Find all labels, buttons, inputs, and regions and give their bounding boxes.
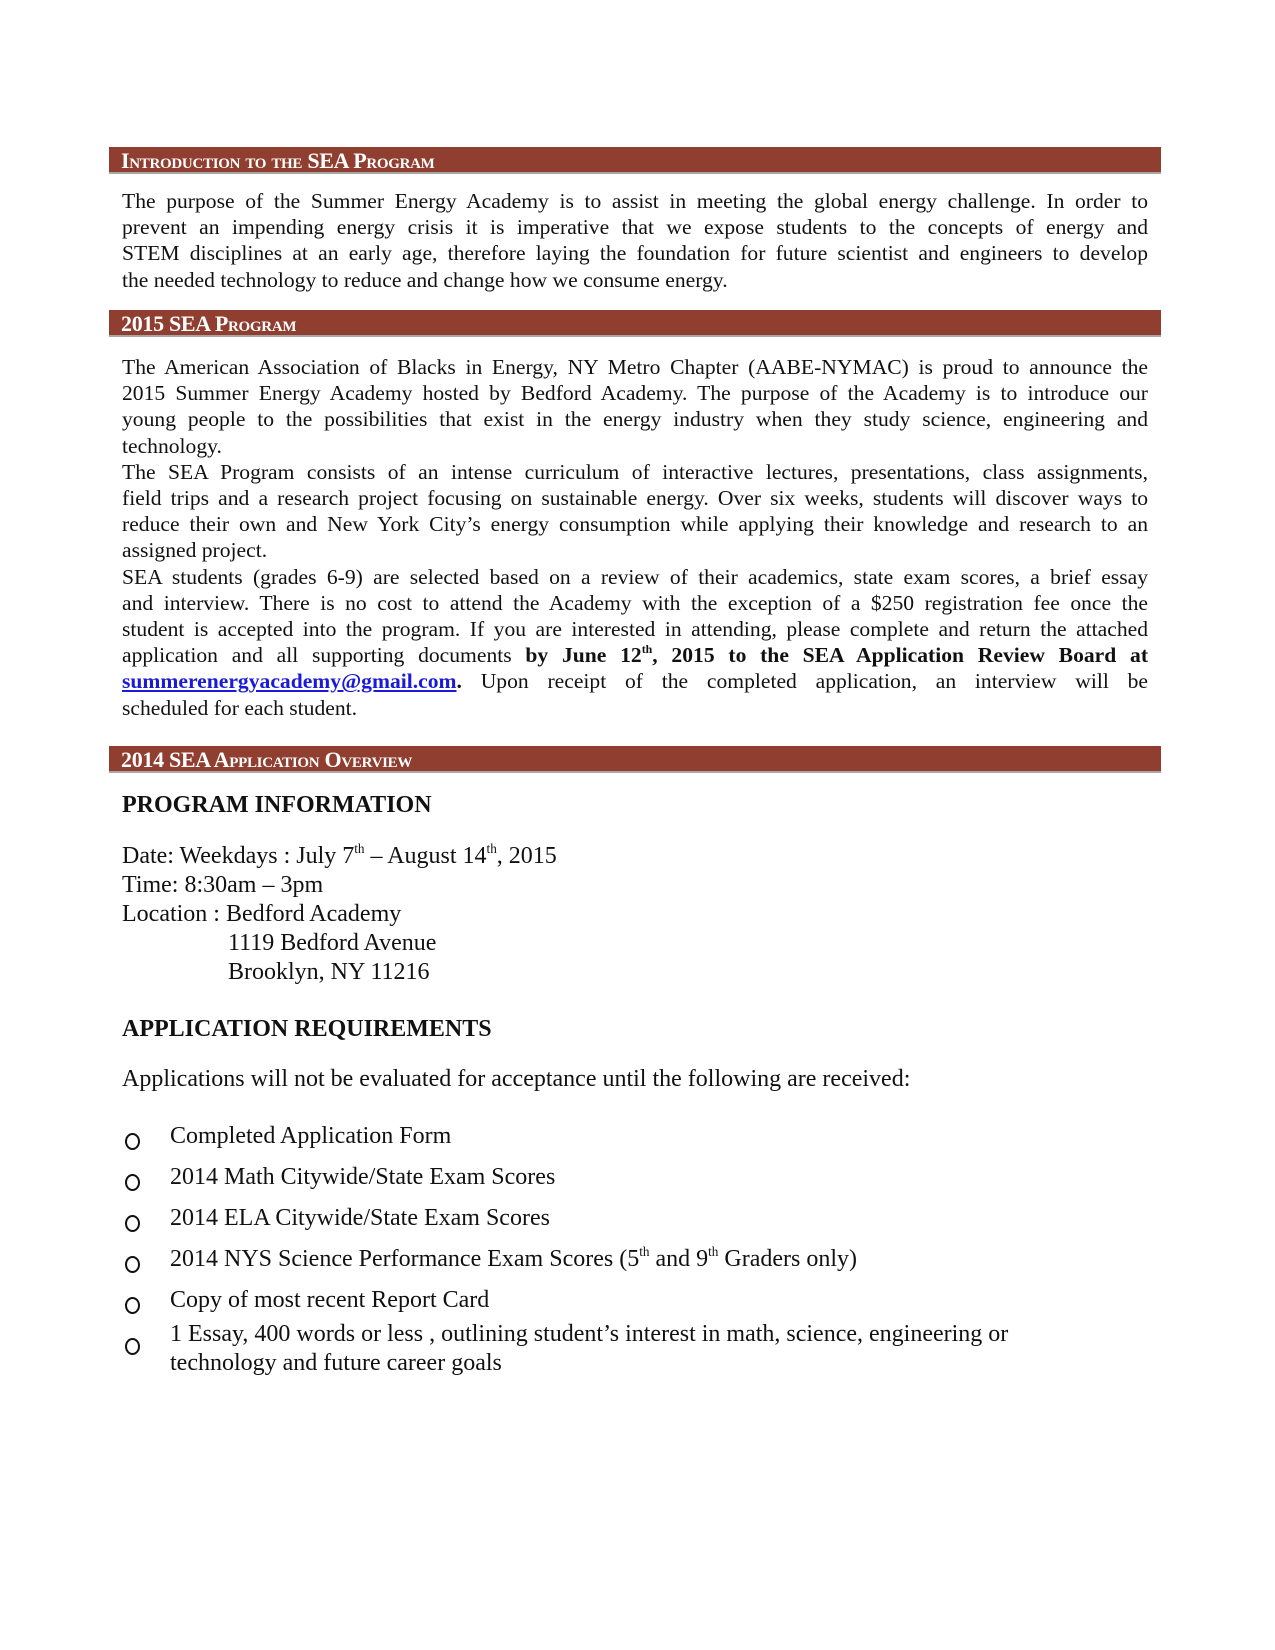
program-information-heading: PROGRAM INFORMATION: [122, 792, 432, 818]
program-date: [122, 842, 557, 871]
section-title: 2015 SEA Program: [121, 311, 297, 336]
text-line: assigned project.: [122, 538, 268, 563]
address-line-1: 1119 Bedford Avenue: [228, 930, 437, 956]
text-segment: Upon receipt of the completed application, an interview will be: [461, 669, 1148, 694]
text-segment: Date: Weekdays : July 7: [122, 843, 355, 869]
text-line: prevent an impending energy crisis it is imperative that we expose students to the concepts of energy and: [122, 215, 1148, 240]
circle-bullet-icon: [122, 1131, 144, 1147]
circle-bullet-icon: [122, 1336, 144, 1352]
text-line: technology and future career goals: [170, 1350, 502, 1376]
circle-bullet-icon: [122, 1172, 144, 1188]
program-2015-paragraph: [122, 354, 1148, 721]
text-line: technology.: [122, 433, 222, 458]
text-segment: and 9: [649, 1246, 709, 1272]
text-line: young people to the possibilities that exist in the energy industry when they study science, engineering and: [122, 407, 1148, 432]
text-line: The purpose of the Summer Energy Academy is to assist in meeting the global energy challenge. In order to: [122, 189, 1148, 213]
text-line: STEM disciplines at an early age, therefore laying the foundation for future scientist and engineers to develop: [122, 241, 1148, 266]
text-line: reduce their own and New York City’s energy consumption while applying their knowledge and research to an: [122, 512, 1148, 537]
ordinal-suffix: th: [486, 841, 497, 857]
section-header-2015-program: [109, 310, 1161, 337]
text-line: The American Association of Blacks in Energy, NY Metro Chapter (AABE-NYMAC) is proud to announce the: [122, 355, 1148, 379]
text-segment: application and all supporting documents: [122, 643, 526, 668]
text-segment: , 2015: [496, 843, 557, 869]
email-line: [122, 668, 1148, 694]
application-requirements-heading: APPLICATION REQUIREMENTS: [122, 1016, 492, 1042]
text-line: 1 Essay, 400 words or less , outlining student’s interest in math, science, engineering or: [170, 1321, 1009, 1347]
deadline-text: by June 12: [525, 643, 642, 668]
circle-bullet-icon: [122, 1213, 144, 1229]
text-segment: 2014 NYS Science Performance Exam Scores (5: [170, 1246, 640, 1272]
deadline-line: [122, 642, 1148, 668]
address-line-2: Brooklyn, NY 11216: [228, 959, 430, 985]
email-link[interactable]: summerenergyacademy@gmail.com: [122, 669, 457, 694]
text-line: SEA students (grades 6-9) are selected based on a review of their academics, state exam scores, a brief essay: [122, 564, 1148, 589]
section-title: Introduction to the SEA Program: [121, 148, 435, 173]
program-information-details: [122, 842, 557, 987]
text-line: the needed technology to reduce and change how we consume energy.: [122, 267, 728, 292]
program-time: Time: 8:30am – 3pm: [122, 872, 324, 898]
ordinal-suffix: th: [354, 841, 365, 857]
requirement-text: [170, 1320, 1008, 1378]
requirement-text: Completed Application Form: [170, 1123, 452, 1149]
requirement-text: [170, 1245, 857, 1274]
section-header-intro: [109, 147, 1161, 174]
text-line: The SEA Program consists of an intense curriculum of interactive lectures, presentations, class assignments,: [122, 459, 1148, 484]
circle-bullet-icon: [122, 1295, 144, 1311]
text-line: 2015 Summer Energy Academy hosted by Bedford Academy. The purpose of the Academy is to introduce our: [122, 381, 1148, 406]
section-header-2014-overview: [109, 746, 1161, 773]
requirements-intro: Applications will not be evaluated for acceptance until the following are received:: [122, 1066, 911, 1092]
deadline-text: , 2015 to the SEA Application Review Board at: [652, 643, 1149, 668]
ordinal-suffix: th: [708, 1244, 719, 1260]
circle-bullet-icon: [122, 1254, 144, 1270]
ordinal-suffix: th: [641, 642, 653, 657]
text-line: and interview. There is no cost to attend the Academy with the exception of a $250 registration fee once the: [122, 590, 1148, 615]
intro-paragraph: [122, 188, 1148, 293]
requirement-text: 2014 ELA Citywide/State Exam Scores: [170, 1205, 550, 1231]
text-line: scheduled for each student.: [122, 695, 358, 720]
text-segment: Graders only): [718, 1246, 858, 1272]
section-title: 2014 SEA Application Overview: [121, 747, 413, 772]
requirement-text: Copy of most recent Report Card: [170, 1287, 490, 1313]
requirement-text: 2014 Math Citywide/State Exam Scores: [170, 1164, 556, 1190]
ordinal-suffix: th: [639, 1244, 650, 1260]
text-line: student is accepted into the program. If you are interested in attending, please complete and return the attached: [122, 617, 1148, 642]
text-segment: – August 14: [364, 843, 487, 869]
deadline-date: [525, 643, 1148, 667]
text-segment: .: [456, 669, 462, 694]
program-location: Location : Bedford Academy: [122, 901, 402, 927]
text-line: field trips and a research project focusing on sustainable energy. Over six weeks, students will discover ways to: [122, 486, 1148, 511]
